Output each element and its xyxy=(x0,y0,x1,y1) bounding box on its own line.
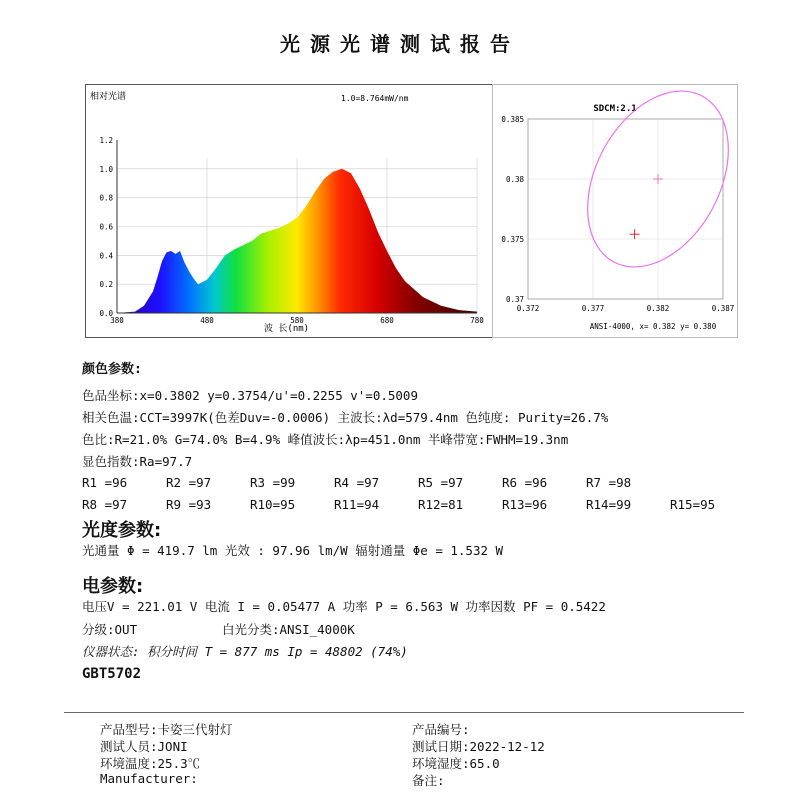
sdcm-plot-area xyxy=(528,119,723,299)
sdcm-x-tick-label: 0.387 xyxy=(711,304,735,313)
spectrum-xlabel: 波 长(nm) xyxy=(264,324,310,334)
product-number: 产品编号: xyxy=(412,722,470,737)
spectrum-x-tick-label: 380 xyxy=(110,316,124,325)
electrical-heading: 电参数: xyxy=(82,576,144,597)
sdcm-grid xyxy=(528,119,723,299)
product-model: 产品型号:卡姿三代射灯 xyxy=(100,722,233,737)
cri-value: R15=95 xyxy=(670,497,716,512)
cri-value: R8 =97 xyxy=(82,497,128,512)
cri-value: R3 =99 xyxy=(250,475,296,490)
standard-label: GBT5702 xyxy=(82,666,142,682)
spectrum-x-tick-label: 780 xyxy=(470,316,484,325)
sdcm-chart xyxy=(493,85,737,337)
spectrum-y-ticks xyxy=(99,136,113,318)
color-ratio-line: 色比:R=21.0% G=74.0% B=4.9% 峰值波长:λp=451.0nm 半峰带宽:FWHM=19.3nm xyxy=(82,432,569,447)
sdcm-measured-point xyxy=(630,229,640,239)
instrument-status: 仪器状态: 积分时间 T = 877 ms Ip = 48802 (74%) xyxy=(82,644,408,659)
ambient-temp: 环境温度:25.3℃ xyxy=(100,756,201,771)
spectrum-y-tick-label: 0.0 xyxy=(99,309,113,318)
cri-value: R13=96 xyxy=(502,497,548,512)
spectrum-x-tick-label: 480 xyxy=(200,316,214,325)
cri-value: R2 =97 xyxy=(166,475,212,490)
sdcm-x-tick-label: 0.372 xyxy=(516,304,540,313)
photometric-line: 光通量 Φ = 419.7 lm 光效 : 97.96 lm/W 辐射通量 Φe = 1.532 W xyxy=(82,543,504,558)
sdcm-chart-panel xyxy=(492,84,738,338)
spectrum-y-tick-label: 1.2 xyxy=(99,136,113,145)
sdcm-ellipse xyxy=(559,85,737,291)
spectrum-scale-note: 1.0=8.764mW/nm xyxy=(341,94,409,103)
chromaticity-line: 色品坐标:x=0.3802 y=0.3754/u'=0.2255 v'=0.5009 xyxy=(82,388,418,403)
cri-value: R14=99 xyxy=(586,497,632,512)
spectrum-y-tick-label: 0.8 xyxy=(99,193,113,203)
remarks: 备注: xyxy=(412,773,445,788)
cct-line: 相关色温:CCT=3997K(色差Duv=-0.0006) 主波长:λd=579.4nm 色纯度: Purity=26.7% xyxy=(82,410,609,425)
spectrum-chart-panel xyxy=(85,84,495,338)
sdcm-y-ticks xyxy=(501,115,524,304)
tester: 测试人员:JONI xyxy=(100,739,188,754)
spectrum-y-tick-label: 0.6 xyxy=(99,222,113,232)
spectrum-y-tick-label: 0.4 xyxy=(99,251,113,261)
cri-value: R5 =97 xyxy=(418,475,464,490)
spectrum-chart xyxy=(86,85,494,337)
color-params-heading: 颜色参数: xyxy=(82,362,142,377)
cri-value: R1 =96 xyxy=(82,475,128,490)
sdcm-title: SDCM:2.1 xyxy=(593,104,637,114)
white-class-label: 白光分类:ANSI_4000K xyxy=(222,622,355,637)
cri-value: R10=95 xyxy=(250,497,296,512)
spectrum-y-tick-label: 1.0 xyxy=(99,164,113,174)
sdcm-x-tick-label: 0.382 xyxy=(646,304,670,313)
footer-divider xyxy=(64,712,744,713)
sdcm-y-tick-label: 0.385 xyxy=(501,115,524,124)
photometric-heading: 光度参数: xyxy=(82,520,162,541)
cri-value: R4 =97 xyxy=(334,475,380,490)
cri-value: R11=94 xyxy=(334,497,380,512)
sdcm-y-tick-label: 0.37 xyxy=(505,295,524,304)
cri-value: R7 =98 xyxy=(586,475,632,490)
sdcm-y-tick-label: 0.375 xyxy=(501,235,524,244)
electrical-line: 电压V = 221.01 V 电流 I = 0.05477 A 功率 P = 6.563 W 功率因数 PF = 0.5422 xyxy=(82,599,606,614)
sdcm-footer: ANSI-4000, x= 0.382 y= 0.380 xyxy=(589,322,717,331)
cri-value: R12=81 xyxy=(418,497,464,512)
test-date: 测试日期:2022-12-12 xyxy=(412,739,545,754)
sdcm-y-tick-label: 0.38 xyxy=(505,175,524,184)
sdcm-x-tick-label: 0.377 xyxy=(581,304,605,313)
manufacturer: Manufacturer: xyxy=(100,771,198,786)
grade-label: 分级:OUT xyxy=(82,622,138,637)
spectrum-label: 相对光谱 xyxy=(90,92,127,102)
sdcm-center-point xyxy=(653,174,663,184)
cri-value: R9 =93 xyxy=(166,497,212,512)
cri-value: R6 =96 xyxy=(502,475,548,490)
sdcm-x-ticks xyxy=(517,304,735,313)
spectrum-x-tick-label: 680 xyxy=(380,316,394,325)
cri-line: 显色指数:Ra=97.7 xyxy=(82,454,193,469)
ambient-humidity: 环境湿度:65.0 xyxy=(412,756,500,771)
spectrum-x-tick-label: 580 xyxy=(290,316,304,325)
report-title: 光源光谱测试报告 xyxy=(280,32,520,56)
spectrum-y-tick-label: 0.2 xyxy=(99,280,113,290)
